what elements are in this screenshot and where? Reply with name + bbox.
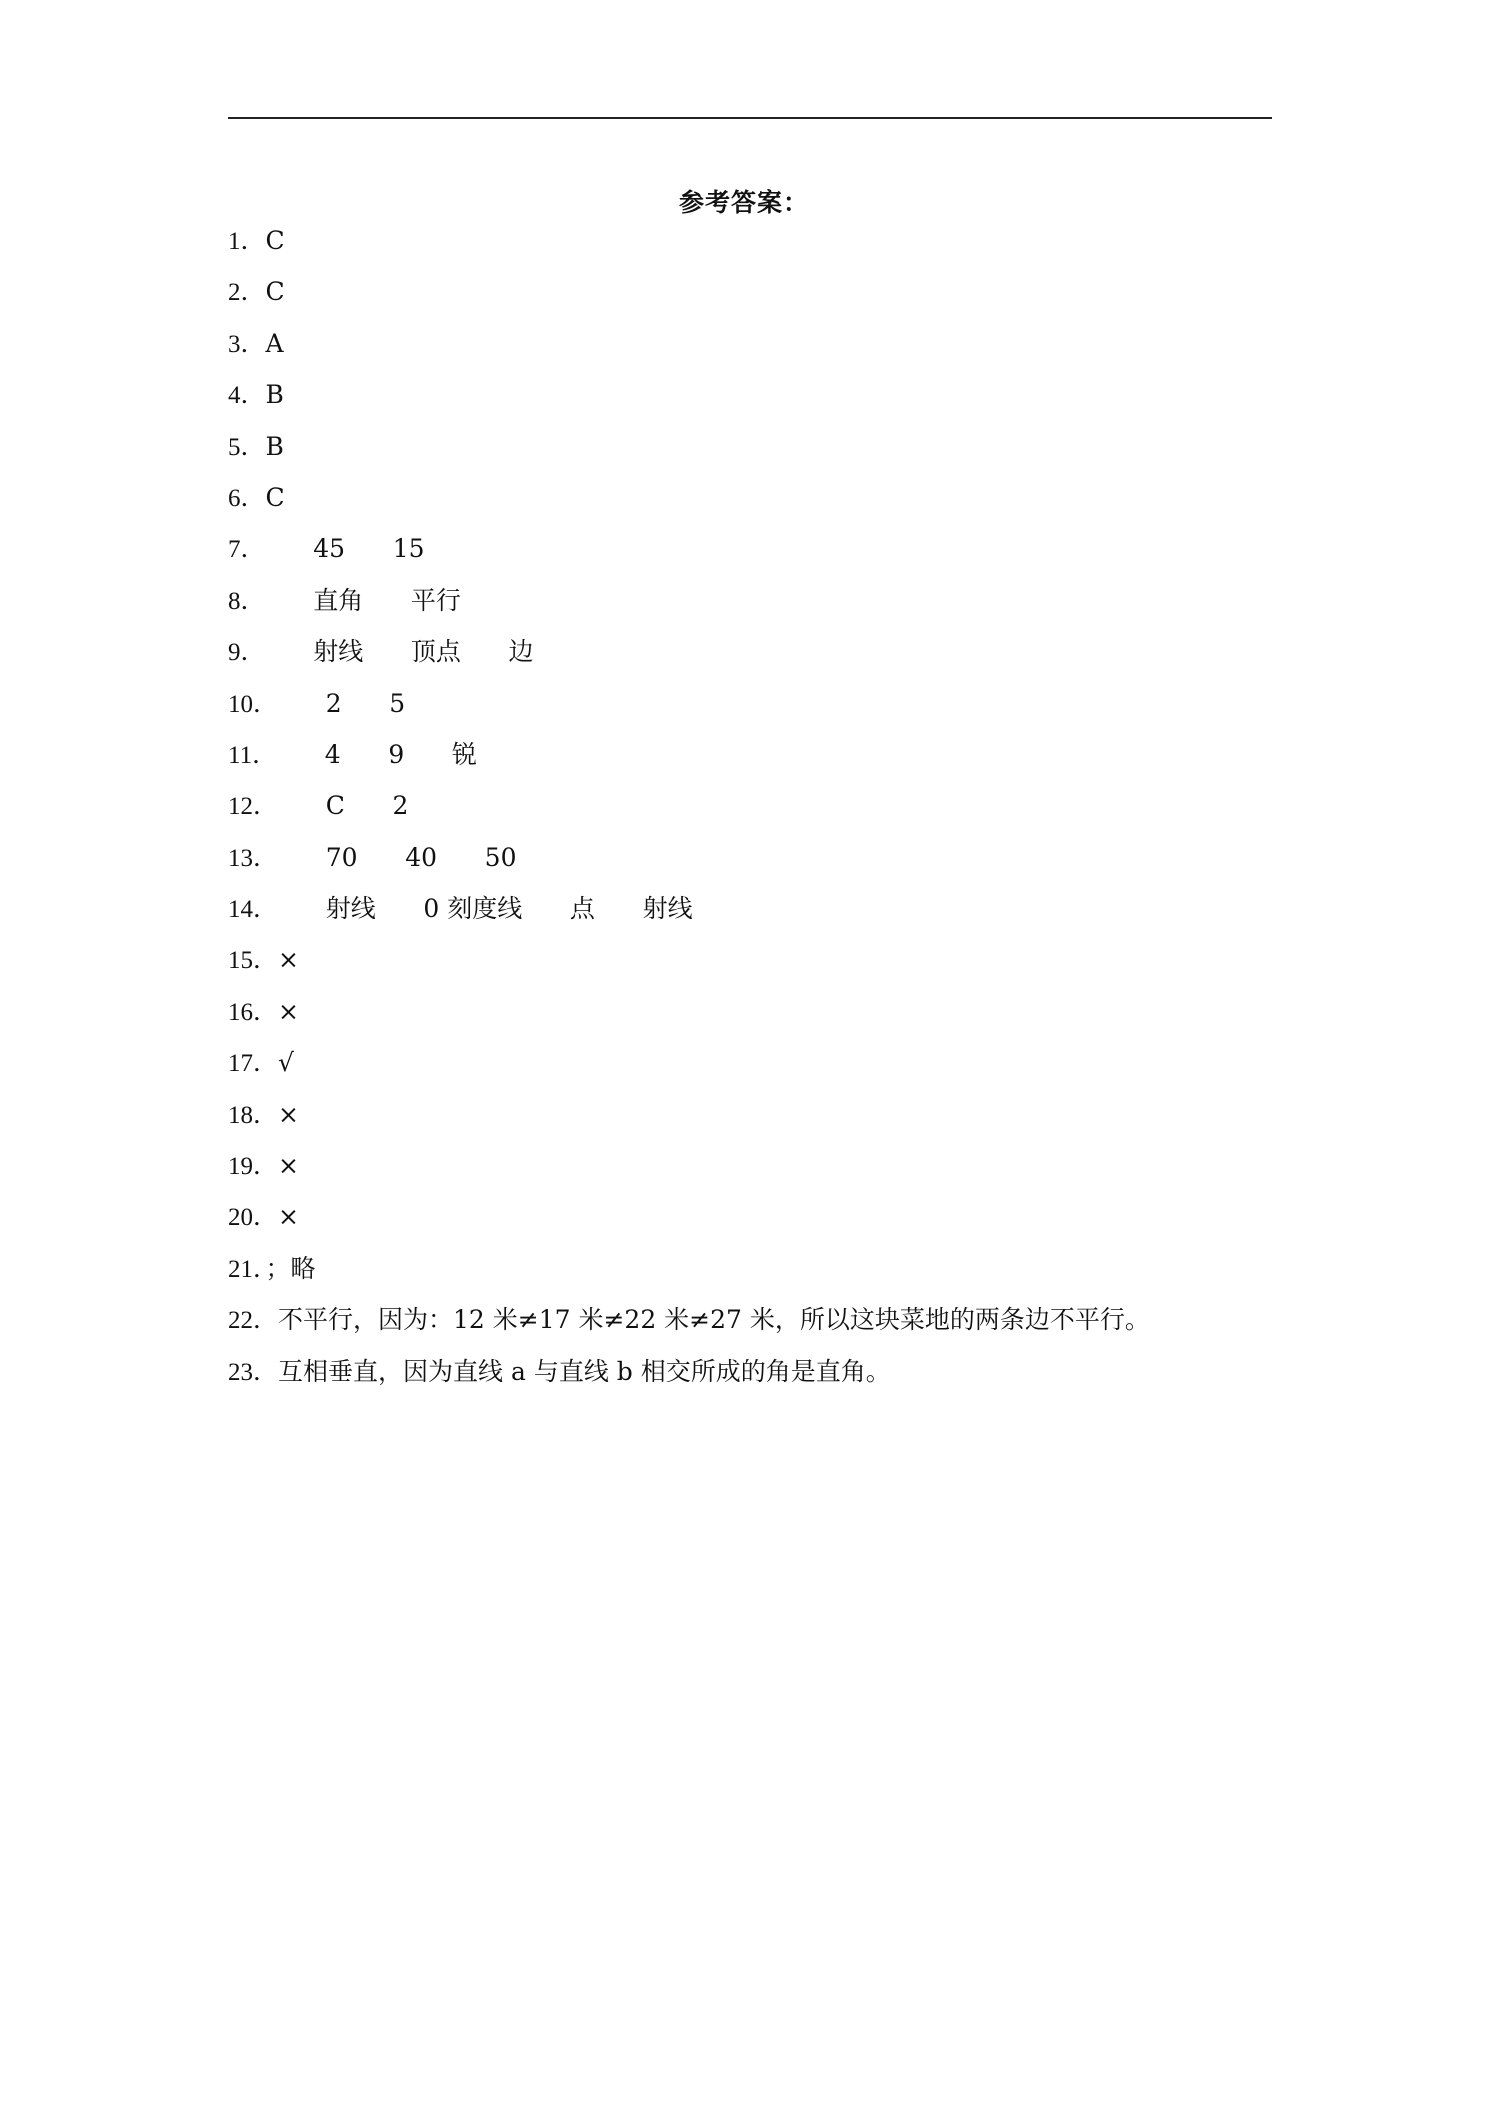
answer-item-3 bbox=[228, 318, 1328, 369]
answer-number: 11． bbox=[228, 741, 278, 769]
answer-text: × bbox=[278, 1151, 299, 1181]
answer-item-1 bbox=[228, 215, 1328, 266]
answer-number: 19． bbox=[228, 1153, 279, 1181]
answer-item-19 bbox=[228, 1140, 1328, 1191]
answer-number: 18． bbox=[228, 1101, 279, 1129]
answer-item-11 bbox=[228, 729, 1328, 780]
answer-text: × bbox=[278, 1202, 299, 1232]
answer-text: C 2 bbox=[278, 791, 409, 821]
answer-item-6 bbox=[228, 472, 1328, 523]
answer-item-5 bbox=[228, 421, 1328, 472]
answer-number: 15． bbox=[228, 947, 279, 975]
answer-item-10 bbox=[228, 678, 1328, 729]
answer-text: C bbox=[265, 277, 285, 307]
answer-item-22 bbox=[228, 1294, 1328, 1345]
answer-number: 8． bbox=[228, 587, 266, 615]
answer-item-18 bbox=[228, 1089, 1328, 1140]
answer-number: 23． bbox=[228, 1358, 279, 1386]
answer-text: 射线 0 刻度线 点 射线 bbox=[278, 894, 693, 924]
answer-number: 17． bbox=[228, 1050, 279, 1078]
answer-text: 4 9 锐 bbox=[277, 739, 477, 769]
answer-text: × bbox=[278, 945, 299, 975]
answer-text: 70 40 50 bbox=[278, 842, 517, 872]
answer-item-2 bbox=[228, 266, 1328, 317]
answer-number: 10． bbox=[228, 690, 279, 718]
answer-text: 射线 顶点 边 bbox=[265, 637, 534, 667]
answer-number: 4． bbox=[228, 382, 266, 410]
answer-item-14 bbox=[228, 883, 1328, 934]
answer-item-20 bbox=[228, 1191, 1328, 1242]
header-rule bbox=[228, 117, 1272, 119]
answer-text: 不平行，因为：12 米≠17 米≠22 米≠27 米，所以这块菜地的两条边不平行。 bbox=[278, 1305, 1150, 1335]
answer-text: 直角 平行 bbox=[265, 585, 461, 615]
answer-item-4 bbox=[228, 369, 1328, 420]
answer-text: B bbox=[265, 431, 284, 461]
answer-text: 2 5 bbox=[278, 688, 406, 718]
answer-number: 20． bbox=[228, 1204, 279, 1232]
answer-item-8 bbox=[228, 575, 1328, 626]
answer-item-12 bbox=[228, 780, 1328, 831]
answer-text: × bbox=[278, 996, 299, 1026]
answer-number: 16． bbox=[228, 998, 279, 1026]
answer-number: 13． bbox=[228, 844, 279, 872]
answer-number: 7． bbox=[228, 536, 266, 564]
answer-text: 45 15 bbox=[265, 534, 425, 564]
answer-number: 3． bbox=[228, 330, 266, 358]
answer-number: 5． bbox=[228, 433, 266, 461]
answer-text: C bbox=[265, 226, 285, 255]
answer-item-13 bbox=[228, 832, 1328, 883]
answer-text: √ bbox=[278, 1048, 294, 1078]
answer-number: 22． bbox=[228, 1307, 279, 1335]
answer-list bbox=[228, 215, 1328, 1397]
answer-text: C bbox=[265, 482, 285, 512]
answer-text: × bbox=[278, 1099, 299, 1129]
answer-text: ；略 bbox=[265, 1253, 316, 1283]
answer-number: 9． bbox=[228, 639, 266, 667]
answer-item-16 bbox=[228, 986, 1328, 1037]
answer-text: A bbox=[265, 328, 284, 358]
answer-number: 12． bbox=[228, 793, 279, 821]
answer-item-21 bbox=[228, 1243, 1328, 1294]
answer-item-15 bbox=[228, 934, 1328, 985]
answer-number: 6． bbox=[228, 484, 266, 512]
answer-text: B bbox=[265, 380, 284, 410]
answer-number: 2． bbox=[228, 279, 266, 307]
answer-item-17 bbox=[228, 1037, 1328, 1088]
page-title: 参考答案： bbox=[678, 188, 809, 217]
answer-number: 21． bbox=[228, 1255, 266, 1283]
answer-item-7 bbox=[228, 523, 1328, 574]
answer-number: 1． bbox=[228, 228, 266, 255]
answer-item-9 bbox=[228, 626, 1328, 677]
answer-number: 14． bbox=[228, 896, 279, 924]
answer-item-23 bbox=[228, 1346, 1328, 1397]
answer-text: 互相垂直，因为直线 a 与直线 b 相交所成的角是直角。 bbox=[278, 1356, 891, 1386]
